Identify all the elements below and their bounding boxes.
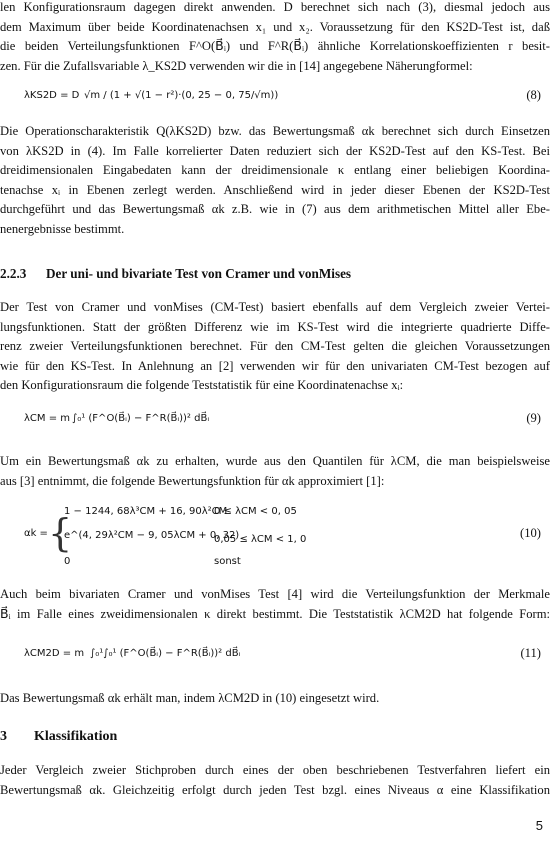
- text-line: dem Maximum über beide Koordinatenachsen x₁ und x₂. Voraussetzung für den KS2D-Test ist, daß: [0, 19, 550, 34]
- equation-lhs: αk =: [24, 528, 48, 539]
- text-line: wie für den KS-Test. In Anlehnung an [2] verwenden wir für den univariaten CM-Test bezogen auf: [0, 358, 550, 373]
- case-condition: sonst: [214, 556, 241, 567]
- text-line: die beiden Verteilungsfunktionen F^O(B⃗ᵢ) und F^R(B⃗ᵢ) ähnliche Korrelationskoeffizienten r besit-: [0, 39, 550, 54]
- paragraph-classification: [0, 761, 550, 800]
- paragraph-operation-characteristic: [0, 122, 550, 240]
- case-expression: 0: [64, 556, 71, 567]
- section-title: Klassifikation: [34, 729, 118, 744]
- equation-9: [0, 396, 551, 442]
- case-expression: e^(4, 29λ²CM − 9, 05λCM + 0, 32): [64, 530, 240, 541]
- text-line: renz zweier Verteilungsfunktionen berechnet. Für den CM-Test gelten die gleichen Voraussetzungen: [0, 339, 550, 354]
- equation-lhs: λCM = m: [24, 413, 71, 424]
- text-line: durchgeführt und das Bewertungsmaß αk z.B. wie in (7) aus dem arithmetischen Mittel aller Ebe-: [0, 202, 550, 217]
- equation-body: √m / (1 + √(1 − r²)·(0, 25 − 0, 75/√m)): [84, 90, 279, 101]
- text-line: den Konfigurationsraum die folgende Teststatistik für eine Koordinatenachse xᵢ:: [0, 378, 404, 393]
- text-line: Das Bewertungsmaß αk erhält man, indem λCM2D in (10) eingesetzt wird.: [0, 691, 380, 705]
- text-line: Um ein Bewertungsmaß αk zu erhalten, wurde aus den Quantilen für λCM, die man beispielsweise: [0, 454, 550, 468]
- text-line: Der Test von Cramer und vonMises (CM-Test) basiert ebenfalls auf dem Vergleich zweier Vertei-: [0, 300, 550, 314]
- text-line: Auch beim bivariaten Cramer und vonMises Test [4] wird die Verteilungsfunktion der Merkmale: [0, 587, 550, 601]
- text-line: nenergebnisse bestimmt.: [0, 221, 125, 236]
- equation-body: ∫₀¹∫₀¹ (F^O(B⃗ᵢ) − F^R(B⃗ᵢ))² dB⃗ᵢ: [90, 648, 241, 659]
- text-line: Jeder Vergleich zweier Stichproben durch eines der oben beschriebenen Testverfahren liefert ein: [0, 763, 550, 777]
- section-number: 3: [0, 729, 7, 744]
- section-number: 2.2.3: [0, 266, 27, 281]
- equation-number: (9): [526, 411, 541, 425]
- section-heading-3: [0, 729, 117, 745]
- paragraph-cm-test: [0, 298, 550, 396]
- text-line: Die Operationscharakteristik Q(λKS2D) bzw. das Bewertungsmaß αk berechnet sich durch Einsetzen: [0, 124, 550, 138]
- equation-lhs: λCM2D = m: [24, 648, 85, 659]
- text-line: aus [3] entnimmt, die folgende Bewertungsfunktion für αk approximiert [1]:: [0, 473, 385, 488]
- equation-lhs: λKS2D = D: [24, 90, 80, 101]
- text-line: len Konfigurationsraum dagegen direkt anwenden. D berechnet sich nach (3), diesmal jedoch aus: [0, 0, 550, 14]
- paragraph-evaluation-measure: [0, 452, 550, 491]
- text-line: B⃗ᵢ im Falle eines zweidimensionalen κ direkt bestimmt. Die Teststatistik λCM2D hat folgende Form:: [0, 606, 550, 621]
- case-condition: 0 ≤ λCM < 0, 05: [214, 506, 297, 517]
- text-line: lungsfunktionen. Statt der größten Differenz wie im KS-Test wird die integrierte quadrierte Diffe-: [0, 319, 550, 334]
- section-heading-2-2-3: [0, 266, 351, 282]
- paragraph-cm2d-usage: [0, 689, 550, 709]
- equation-number: (8): [526, 88, 541, 102]
- case-condition: 0,05 ≤ λCM < 1, 0: [214, 534, 307, 545]
- equation-10: [0, 496, 551, 580]
- text-line: dreidimensionalen Eingabedaten kann der dreidimensionale κ entlang einer beliebigen Koordina-: [0, 163, 550, 178]
- equation-11: [0, 630, 551, 680]
- left-brace-icon: {: [48, 511, 73, 555]
- equation-number: (10): [520, 526, 541, 540]
- paragraph-bivariate-cm: [0, 585, 550, 624]
- text-line: tenachse xᵢ in Ebenen zerlegt werden. Anschließend wird in jeder dieser Ebenen der KS2D-Test: [0, 182, 550, 197]
- equation-8: [0, 78, 551, 124]
- paragraph-ks2d-intro: [0, 0, 550, 76]
- page-number: 5: [535, 818, 543, 833]
- equation-body: ∫₀¹ (F^O(B⃗ᵢ) − F^R(B⃗ᵢ))² dB⃗ᵢ: [72, 413, 210, 424]
- text-line: von λKS2D in (4). Im Falle korrelierter Daten reduziert sich der KS2D-Test auf den KS-Test. Bei: [0, 143, 550, 158]
- text-line: zen. Für die Zufallsvariable λ_KS2D verwenden wir die in [14] angegebene Näherungformel:: [0, 58, 473, 73]
- case-expression: 1 − 1244, 68λ³CM + 16, 90λ²CM: [64, 506, 228, 517]
- equation-number: (11): [520, 646, 541, 660]
- text-line: Bewertungsmaß αk. Gleichzeitig erfolgt durch jeden Test bzgl. eines Niveaus α eine Klassifikation: [0, 782, 550, 797]
- section-title: Der uni- und bivariate Test von Cramer und vonMises: [46, 266, 352, 281]
